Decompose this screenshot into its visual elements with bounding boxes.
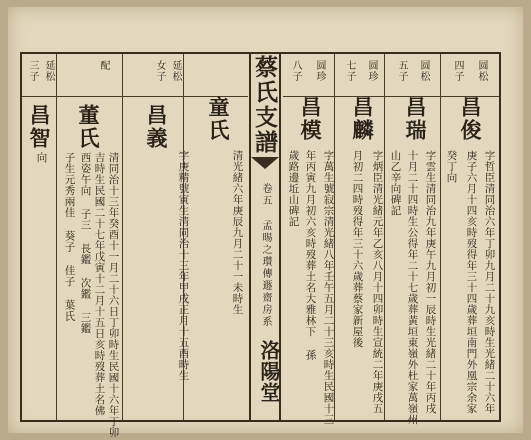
person-name: 昌俊 xyxy=(458,96,483,142)
column-divider xyxy=(440,54,441,420)
father-label: 圆松 xyxy=(476,60,487,82)
bio-line: 月初二四時歿得年三十六歲葬蔡家新屋後 xyxy=(351,150,364,348)
bio-line: 癸丁向 xyxy=(445,150,458,183)
person-name: 昌智 xyxy=(27,104,52,150)
bio-line: 清光緒六年庚辰九月二十一未時生 xyxy=(231,150,244,315)
bio-line: 字萬生號寂宗清光緒八年壬午五月二十三亥時生民國十三 xyxy=(322,150,335,425)
relation-label: 三子 xyxy=(27,60,38,82)
bio-line: 向 xyxy=(35,152,48,163)
bio-line: 歲路邊坵山碑記 xyxy=(287,150,300,227)
person-name: 昌模 xyxy=(298,96,323,142)
bio-line: 字炳臣清光緒元年乙亥八月十四卯時生宣統二年庚戌五 xyxy=(371,150,384,414)
relation-label: 四子 xyxy=(452,60,463,82)
father-label: 延松 xyxy=(43,60,54,82)
fishtail-mark xyxy=(251,157,279,169)
relation-label: 七子 xyxy=(344,60,355,82)
page-title: 蔡氏支譜 xyxy=(251,55,278,155)
person-name: 昌義 xyxy=(144,104,169,150)
bio-line: 字哲臣清同治六年丁卯九月二十九亥時生光緒二十六年 xyxy=(483,150,496,414)
bio-line: 子生元秀兩佳 葵子 佳子 葉氏 xyxy=(63,152,76,322)
bio-line: 清同治十三年癸酉十一月二十六日丁卯時生民國十六年丁卯 xyxy=(107,152,120,438)
person-name: 董氏 xyxy=(76,104,101,150)
relation-label: 女子 xyxy=(154,60,165,82)
bio-line: 吉時生民國二十七年戊寅十二月十五日亥時歿葬土名佛 xyxy=(93,152,106,416)
bio-line: 山乙辛向碑記 xyxy=(389,150,402,216)
father-label: 延松 xyxy=(170,60,181,82)
bio-line: 字雲生清同治九年庚午九月初一辰時生光緒二十年丙戌 xyxy=(424,150,437,414)
father-label: 圆珍 xyxy=(314,60,325,82)
person-name: 昌瑞 xyxy=(403,96,428,142)
father-label: 圆松 xyxy=(418,60,429,82)
spouse-label: 配 xyxy=(98,60,109,71)
column-divider xyxy=(56,54,57,420)
bio-line: 西姿午向 子三 長鑑 次鑑 三鑑 xyxy=(79,152,92,334)
bio-line: 庚子六月十四亥時歿得年三十四歲葬垣南門外凰宗余家 xyxy=(465,150,478,414)
hall-name: 洛陽堂 xyxy=(257,340,281,403)
person-name: 童氏 xyxy=(206,96,231,142)
relation-label: 五子 xyxy=(396,60,407,82)
volume-caption: 卷五 孟晹之瓚傳遯齋房系 xyxy=(260,183,271,328)
column-divider xyxy=(122,54,123,420)
relation-label: 八子 xyxy=(290,60,301,82)
father-label: 圆珍 xyxy=(366,60,377,82)
bio-line: 字庚精號寅生清同治十三年甲戌正月十五酉時生 xyxy=(177,150,190,381)
bio-line: 十月二十四時生公得年二十七歲葬黃垣東嶺外杜家萬嶺州 xyxy=(406,150,419,425)
person-name: 昌麟 xyxy=(350,96,375,142)
column-divider xyxy=(384,54,385,420)
bio-line: 年丙寅九月初六亥時歿葬土名大雅林下 孫 xyxy=(304,150,317,361)
